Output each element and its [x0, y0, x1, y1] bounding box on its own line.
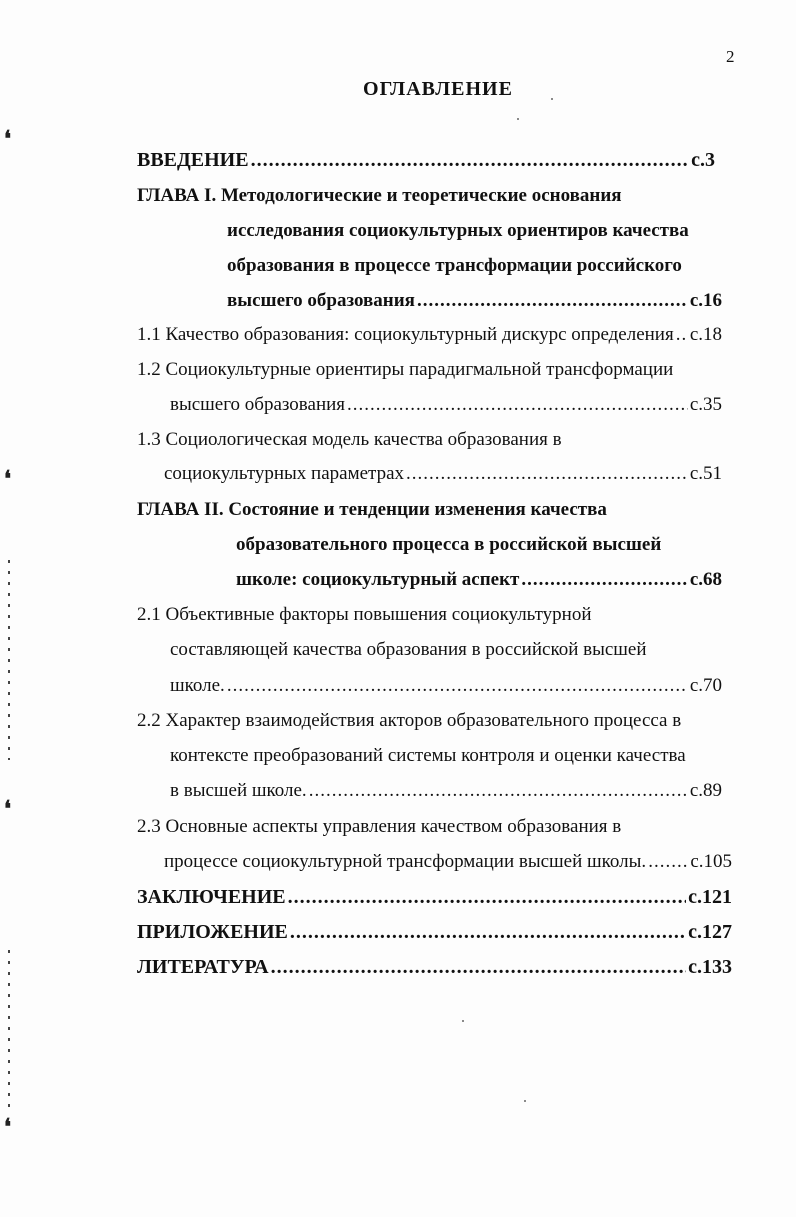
- toc-entry-label: школе: социокультурный аспект: [236, 569, 520, 590]
- margin-scan-artifact: [8, 560, 10, 760]
- toc-entry-references[interactable]: [137, 955, 732, 979]
- scan-speck: [462, 1020, 464, 1022]
- toc-chapter-1-line: образования в процессе трансформации российского: [227, 255, 682, 276]
- toc-entry-introduction[interactable]: [137, 148, 715, 172]
- scan-speck: [524, 1100, 526, 1102]
- toc-entry-page: с.70: [689, 675, 722, 696]
- toc-entry-label: ВВЕДЕНИЕ: [137, 149, 249, 171]
- leader-dots: [406, 462, 688, 486]
- toc-entry-page: с.133: [688, 956, 732, 978]
- leader-dots: [648, 850, 688, 874]
- toc-section-2-1-line: составляющей качества образования в российской высшей: [170, 639, 647, 660]
- toc-section-1-2-line: 1.2 Социокультурные ориентиры парадигмальной трансформации: [137, 359, 674, 380]
- toc-entry-section-2-1[interactable]: [170, 674, 722, 698]
- leader-dots: [251, 148, 690, 172]
- toc-section-1-3-line: 1.3 Социологическая модель качества образования в: [137, 429, 562, 450]
- toc-entry-page: с.127: [688, 921, 732, 943]
- toc-entry-page: с.105: [690, 851, 732, 872]
- toc-entry-appendix[interactable]: [137, 920, 732, 944]
- toc-entry-page: с.35: [689, 394, 722, 415]
- toc-chapter-1-line: исследования социокультурных ориентиров качества: [227, 220, 689, 241]
- toc-entry-label: ЛИТЕРАТУРА: [137, 956, 269, 978]
- toc-entry-label: ЗАКЛЮЧЕНИЕ: [137, 886, 286, 908]
- binding-mark: ❛: [4, 126, 12, 151]
- toc-section-2-1-line: 2.1 Объективные факторы повышения социокультурной: [137, 604, 592, 625]
- page-number: 2: [726, 47, 735, 66]
- toc-entry-chapter-2[interactable]: [236, 568, 722, 592]
- leader-dots: [271, 955, 687, 979]
- leader-dots: [288, 885, 686, 909]
- scan-speck: [517, 118, 519, 120]
- leader-dots: [309, 779, 688, 803]
- toc-entry-section-1-1[interactable]: [137, 323, 722, 347]
- toc-entry-page: с.18: [689, 324, 722, 345]
- toc-section-2-3-line: 2.3 Основные аспекты управления качеством образования в: [137, 816, 622, 837]
- toc-entry-label: 1.1 Качество образования: социокультурный дискурс определения: [137, 324, 674, 345]
- toc-entry-section-1-3[interactable]: [164, 462, 722, 486]
- margin-scan-artifact: [8, 950, 10, 1110]
- leader-dots: [417, 289, 688, 313]
- leader-dots: [521, 568, 687, 592]
- toc-entry-label: социокультурных параметрах: [164, 463, 405, 484]
- toc-entry-label: высшего образования: [227, 290, 415, 311]
- binding-mark: ❛: [4, 1114, 12, 1139]
- toc-entry-page: с.68: [689, 569, 722, 590]
- toc-entry-label: школе.: [170, 675, 225, 696]
- toc-entry-label: ПРИЛОЖЕНИЕ: [137, 921, 288, 943]
- toc-entry-section-2-2[interactable]: [170, 779, 722, 803]
- toc-chapter-2-line: образовательного процесса в российской высшей: [236, 534, 662, 555]
- leader-dots: [347, 393, 688, 417]
- toc-entry-section-1-2[interactable]: [170, 393, 722, 417]
- toc-title: ОГЛАВЛЕНИЕ: [363, 78, 513, 100]
- toc-entry-conclusion[interactable]: [137, 885, 732, 909]
- toc-entry-label: в высшей школе.: [170, 780, 307, 801]
- toc-entry-page: с.16: [689, 290, 722, 311]
- toc-chapter-2-line: ГЛАВА II. Состояние и тенденции изменения качества: [137, 499, 607, 520]
- toc-entry-page: с.3: [691, 149, 715, 171]
- leader-dots: [676, 323, 688, 347]
- toc-entry-chapter-1[interactable]: [227, 289, 722, 313]
- toc-entry-page: с.89: [689, 780, 722, 801]
- leader-dots: [290, 920, 686, 944]
- toc-entry-page: с.51: [689, 463, 722, 484]
- toc-entry-label: процессе социокультурной трансформации высшей школы.: [164, 851, 647, 872]
- leader-dots: [227, 674, 688, 698]
- binding-mark: ❛: [4, 796, 12, 821]
- binding-mark: ❛: [4, 466, 12, 491]
- toc-entry-section-2-3[interactable]: [164, 850, 732, 874]
- toc-section-2-2-line: 2.2 Характер взаимодействия акторов образовательного процесса в: [137, 710, 682, 731]
- toc-chapter-1-line: ГЛАВА I. Методологические и теоретические основания: [137, 185, 622, 206]
- toc-entry-label: высшего образования: [170, 394, 346, 415]
- toc-entry-page: с.121: [688, 886, 732, 908]
- toc-section-2-2-line: контексте преобразований системы контроля и оценки качества: [170, 745, 686, 766]
